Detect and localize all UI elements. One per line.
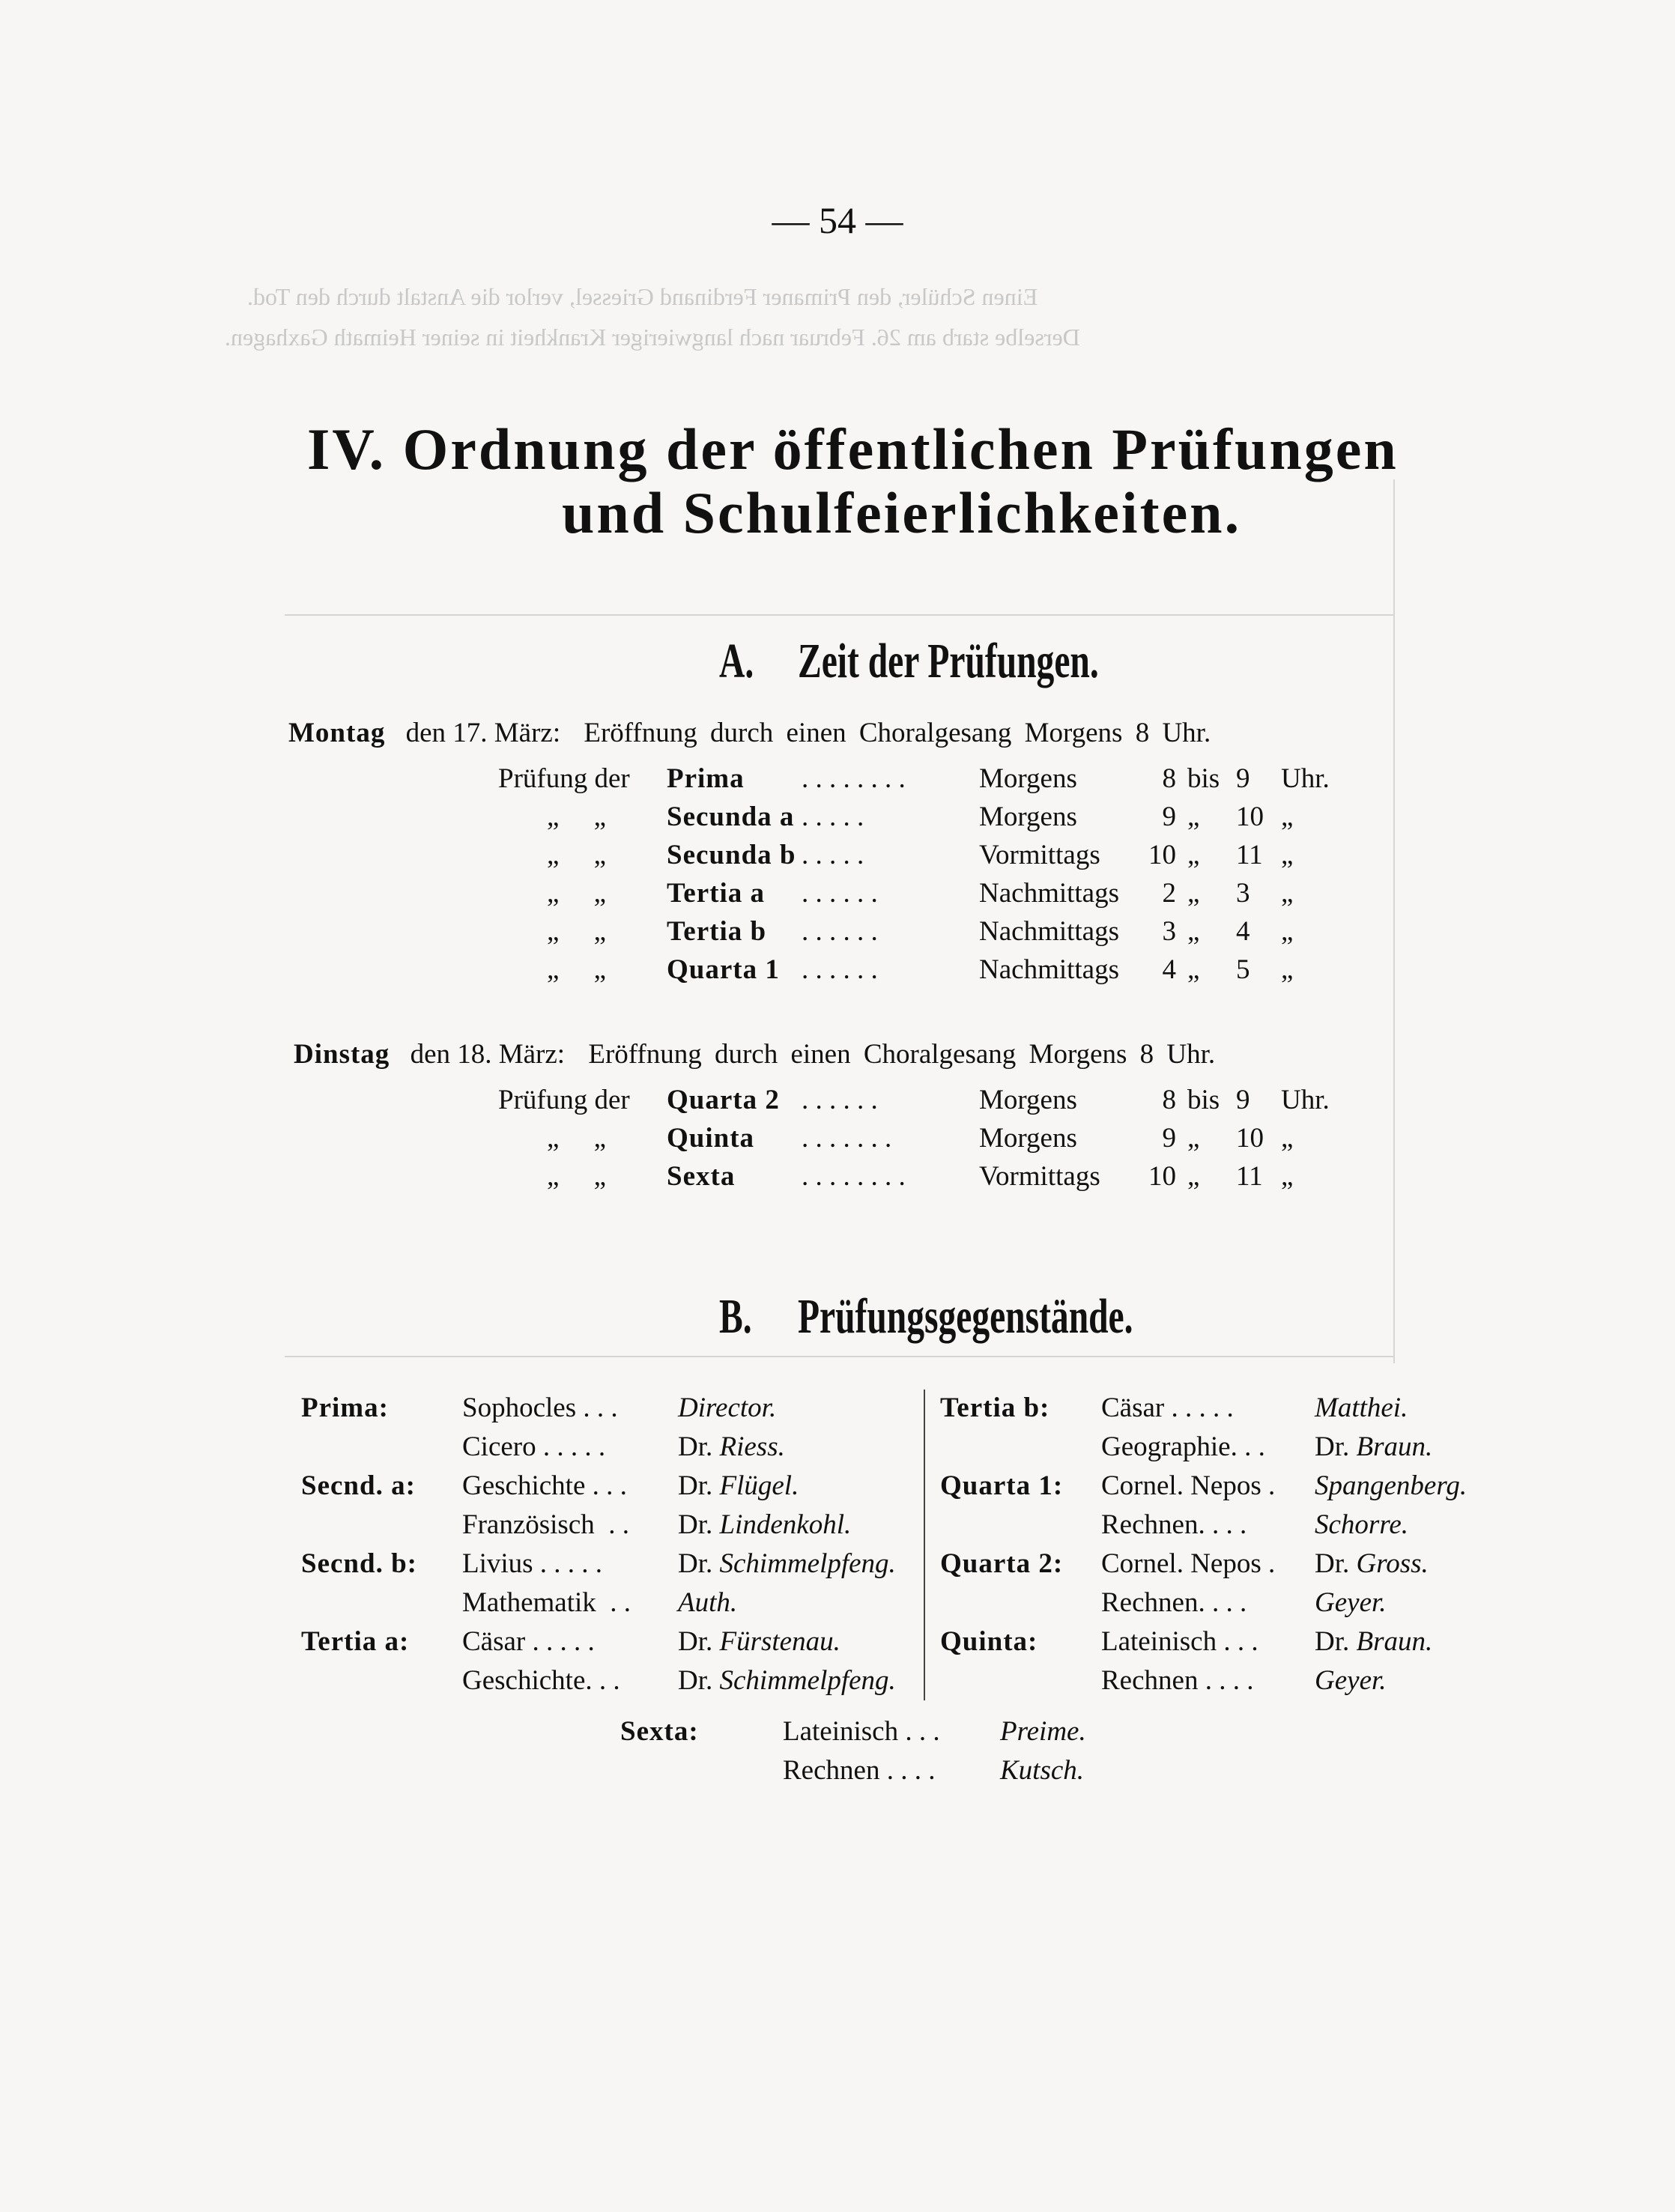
leader-dots: . . . . . .	[802, 916, 878, 947]
date: den 18. März:	[410, 1039, 566, 1070]
teacher-name	[678, 1664, 896, 1697]
leader-dots: . . . . . . .	[802, 1123, 892, 1154]
start-hour: 4	[1162, 954, 1176, 985]
opening-text: Eröffnung durch einen Choralgesang Morgens 8 Uhr.	[584, 718, 1211, 748]
teacher-name	[1315, 1664, 1387, 1697]
teacher-title: Dr.	[1315, 1431, 1357, 1462]
teacher-title: Dr.	[678, 1470, 720, 1501]
teacher-name	[678, 1431, 785, 1463]
class-label: Sexta:	[620, 1716, 699, 1747]
end-hour: 9	[1236, 1085, 1250, 1115]
class-name: Quarta 1	[667, 954, 780, 985]
teacher-name: Preime.	[1000, 1716, 1086, 1747]
page-number: — 54 —	[772, 199, 903, 241]
subject-name: Geographie. . .	[1101, 1431, 1265, 1462]
teacher-surname: Geyer.	[1315, 1665, 1387, 1696]
time-of-day: Morgens	[979, 1123, 1077, 1154]
leader-dots: . . . . . .	[802, 954, 878, 985]
teacher-name	[1315, 1625, 1432, 1658]
start-hour: 10	[1148, 1161, 1176, 1192]
bleed-rule	[285, 1356, 1393, 1357]
subject-name: Cornel. Nepos .	[1101, 1470, 1276, 1501]
end-label: „	[1281, 1123, 1294, 1154]
subject-name: Rechnen. . . .	[1101, 1509, 1247, 1540]
teacher-surname: Braun.	[1356, 1431, 1433, 1462]
class-name: Secunda b	[667, 840, 796, 870]
leader-dots: . . . . . . . .	[802, 1161, 906, 1192]
teacher-surname: Schimmelpfeng.	[719, 1548, 896, 1579]
time-of-day: Nachmittags	[979, 878, 1120, 909]
teacher-surname: Gross.	[1356, 1548, 1429, 1579]
time-of-day: Morgens	[979, 763, 1077, 794]
bis-marker: bis	[1187, 1085, 1220, 1115]
time-of-day: Nachmittags	[979, 916, 1120, 947]
teacher-name	[678, 1509, 851, 1541]
class-name: Quarta 2	[667, 1085, 780, 1115]
leader-dots: . . . . . .	[802, 878, 878, 909]
time-of-day: Vormittags	[979, 1161, 1100, 1192]
time-of-day: Morgens	[979, 802, 1077, 832]
leader-dots: . . . . .	[802, 840, 864, 870]
montag-line	[288, 717, 1211, 749]
teacher-surname: Director.	[678, 1393, 777, 1423]
column-divider	[924, 1390, 925, 1700]
bis-marker: „	[1187, 840, 1200, 870]
section-b-letter: B.	[719, 1289, 752, 1344]
end-hour: 10	[1236, 802, 1264, 832]
exam-prefix: „ „	[547, 954, 607, 985]
end-hour: 5	[1236, 954, 1250, 985]
teacher-name	[1315, 1548, 1429, 1580]
subject-name: Lateinisch . . .	[1101, 1626, 1258, 1657]
class-label: Quarta 1:	[940, 1470, 1064, 1501]
teacher-name	[678, 1392, 776, 1424]
end-label: Uhr.	[1281, 763, 1330, 794]
teacher-name	[1315, 1431, 1432, 1463]
time-of-day: Vormittags	[979, 840, 1100, 870]
subject-name: Cäsar . . . . .	[462, 1626, 595, 1657]
teacher-title: Dr.	[678, 1626, 720, 1657]
bleed-through-line-2: Derselbe starb am 26. Februar nach langwieriger Krankheit in seiner Heimath Gaxhagen.	[225, 324, 1080, 351]
class-name: Sexta	[667, 1161, 736, 1192]
bleed-through-line-1: Einen Schüler, den Primaner Ferdinand Griessel, verlor die Anstalt durch den Tod.	[247, 283, 1038, 310]
exam-prefix: „ „	[547, 878, 607, 909]
leader-dots: . . . . . .	[802, 1085, 878, 1115]
subject-name: Geschichte . . .	[462, 1470, 627, 1501]
teacher-name	[678, 1587, 737, 1619]
teacher-surname: Schorre.	[1315, 1509, 1409, 1540]
class-name: Prima	[667, 763, 745, 794]
teacher-surname: Auth.	[678, 1587, 738, 1618]
class-name: Secunda a	[667, 802, 795, 832]
end-label: „	[1281, 802, 1294, 832]
bis-marker: „	[1187, 1161, 1200, 1192]
opening-text: Eröffnung durch einen Choralgesang Morgens 8 Uhr.	[588, 1039, 1216, 1070]
leader-dots: . . . . .	[802, 802, 864, 832]
exam-prefix: Prüfung der	[498, 763, 630, 794]
teacher-name	[678, 1470, 799, 1502]
end-label: Uhr.	[1281, 1085, 1330, 1115]
class-label: Tertia a:	[301, 1626, 410, 1657]
exam-prefix: „ „	[547, 1161, 607, 1192]
end-hour: 3	[1236, 878, 1250, 909]
teacher-name	[1315, 1392, 1408, 1424]
teacher-surname: Fürstenau.	[719, 1626, 840, 1657]
dinstag-line	[294, 1038, 1215, 1070]
time-of-day: Morgens	[979, 1085, 1077, 1115]
section-a-letter: A.	[719, 634, 754, 688]
exam-prefix: „ „	[547, 840, 607, 870]
class-name: Tertia b	[667, 916, 767, 947]
teacher-surname: Geyer.	[1315, 1587, 1387, 1618]
bis-marker: „	[1187, 916, 1200, 947]
subject-name: Lateinisch . . .	[783, 1716, 940, 1747]
class-label: Quarta 2:	[940, 1548, 1064, 1579]
teacher-surname: Riess.	[719, 1431, 785, 1462]
teacher-name	[678, 1548, 896, 1580]
bis-marker: „	[1187, 954, 1200, 985]
subject-name: Mathematik . .	[462, 1587, 631, 1618]
section-heading-line-2: und Schulfeierlichkeiten.	[562, 480, 1242, 545]
bleed-rule	[285, 614, 1393, 616]
start-hour: 9	[1162, 802, 1176, 832]
class-label: Secnd. a:	[301, 1470, 416, 1501]
teacher-surname: Lindenkohl.	[719, 1509, 852, 1540]
start-hour: 8	[1162, 763, 1176, 794]
end-label: „	[1281, 954, 1294, 985]
class-name: Quinta	[667, 1123, 755, 1154]
teacher-title: Dr.	[1315, 1626, 1357, 1657]
bis-marker: „	[1187, 802, 1200, 832]
section-b-title: Prüfungsgegenstände.	[798, 1289, 1133, 1344]
subject-name: Sophocles . . .	[462, 1393, 618, 1423]
start-hour: 10	[1148, 840, 1176, 870]
class-name: Tertia a	[667, 878, 765, 909]
subject-name: Cornel. Nepos .	[1101, 1548, 1276, 1579]
subject-name: Rechnen. . . .	[1101, 1587, 1247, 1618]
end-label: „	[1281, 916, 1294, 947]
teacher-title: Dr.	[678, 1548, 720, 1579]
exam-prefix: „ „	[547, 1123, 607, 1154]
teacher-surname: Braun.	[1356, 1626, 1433, 1657]
bleed-rule	[1393, 479, 1395, 1363]
end-label: „	[1281, 878, 1294, 909]
exam-prefix: Prüfung der	[498, 1085, 630, 1115]
section-heading-line-1: IV. Ordnung der öffentlichen Prüfungen	[307, 416, 1399, 482]
teacher-name	[678, 1625, 840, 1658]
class-label: Quinta:	[940, 1626, 1038, 1657]
end-hour: 9	[1236, 763, 1250, 794]
day-label: Dinstag	[294, 1039, 390, 1070]
subject-name: Cäsar . . . . .	[1101, 1393, 1234, 1423]
teacher-title: Dr.	[678, 1665, 720, 1696]
teacher-name	[1315, 1509, 1408, 1541]
end-hour: 11	[1236, 1161, 1263, 1192]
start-hour: 9	[1162, 1123, 1176, 1154]
day-label: Montag	[288, 718, 386, 748]
bis-marker: bis	[1187, 763, 1220, 794]
class-label: Prima:	[301, 1393, 389, 1423]
subject-name: Geschichte. . .	[462, 1665, 620, 1696]
start-hour: 2	[1162, 878, 1176, 909]
start-hour: 8	[1162, 1085, 1176, 1115]
time-of-day: Nachmittags	[979, 954, 1120, 985]
end-hour: 10	[1236, 1123, 1264, 1154]
date: den 17. März:	[405, 718, 561, 748]
bis-marker: „	[1187, 878, 1200, 909]
end-hour: 4	[1236, 916, 1250, 947]
section-a-title: Zeit der Prüfungen.	[798, 634, 1099, 688]
end-label: „	[1281, 840, 1294, 870]
leader-dots: . . . . . . . .	[802, 763, 906, 794]
teacher-title: Dr.	[678, 1509, 720, 1540]
end-hour: 11	[1236, 840, 1263, 870]
teacher-surname: Schimmelpfeng.	[719, 1665, 896, 1696]
teacher-title: Dr.	[678, 1431, 720, 1462]
teacher-name	[1315, 1587, 1387, 1619]
class-label: Secnd. b:	[301, 1548, 417, 1579]
start-hour: 3	[1162, 916, 1176, 947]
subject-name: Cicero . . . . .	[462, 1431, 606, 1462]
exam-prefix: „ „	[547, 916, 607, 947]
teacher-name	[1315, 1470, 1467, 1502]
subject-name: Rechnen . . . .	[783, 1755, 936, 1786]
teacher-name: Kutsch.	[1000, 1755, 1085, 1786]
bis-marker: „	[1187, 1123, 1200, 1154]
subject-name: Französisch . .	[462, 1509, 629, 1540]
subject-name: Rechnen . . . .	[1101, 1665, 1254, 1696]
teacher-title: Dr.	[1315, 1548, 1357, 1579]
teacher-surname: Spangenberg.	[1315, 1470, 1467, 1501]
class-label: Tertia b:	[940, 1393, 1050, 1423]
teacher-surname: Matthei.	[1315, 1393, 1408, 1423]
teacher-surname: Flügel.	[719, 1470, 799, 1501]
subject-name: Livius . . . . .	[462, 1548, 603, 1579]
end-label: „	[1281, 1161, 1294, 1192]
exam-prefix: „ „	[547, 802, 607, 832]
